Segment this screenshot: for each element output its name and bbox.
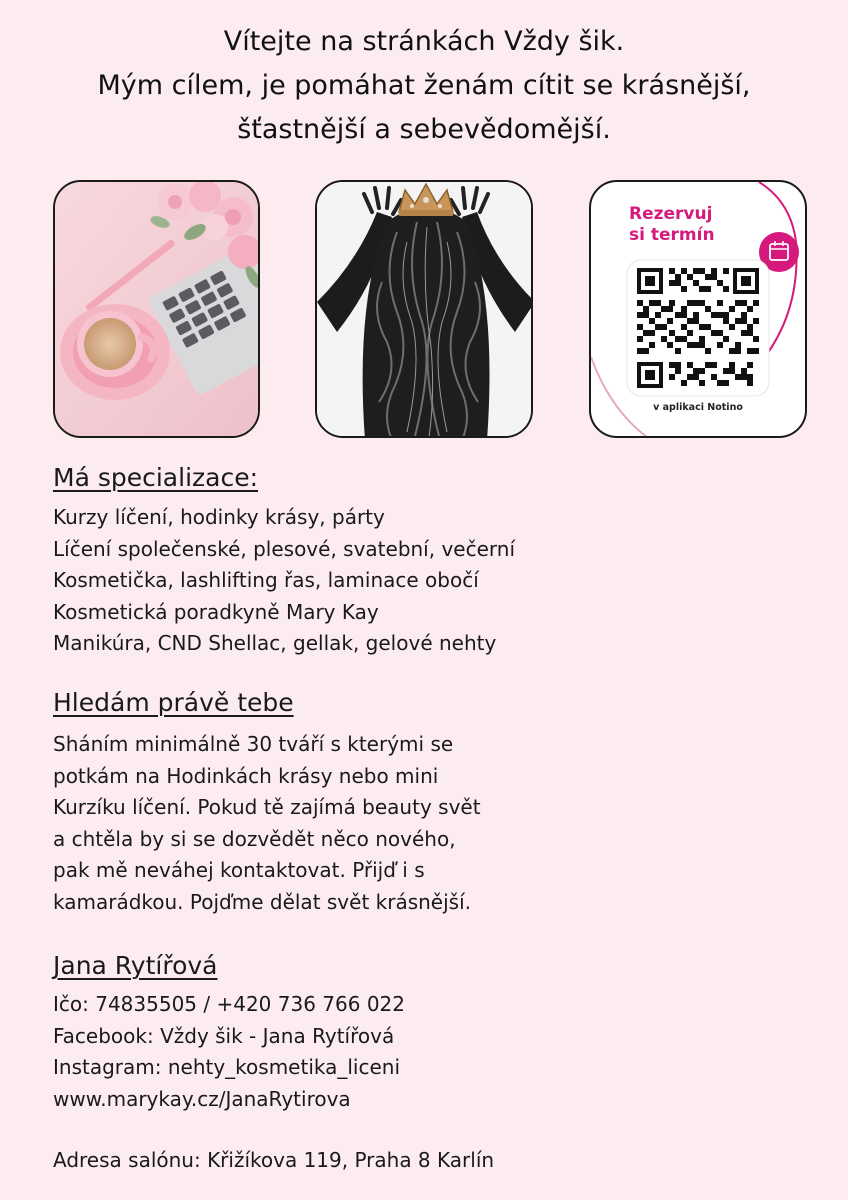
contact-website: www.marykay.cz/JanaRytirova	[53, 1086, 351, 1111]
hair-crown-illustration	[317, 182, 533, 438]
hair-crown-image	[315, 180, 533, 438]
qr-card-note: v aplikaci Notino	[653, 402, 743, 413]
coffee-flowers-illustration	[55, 182, 260, 438]
hledam-paragraph	[53, 729, 481, 918]
qr-card-title: Rezervuj si termín	[629, 204, 715, 245]
paragraph-line: kamarádkou. Pojďme dělat svět krásnější.	[53, 889, 471, 914]
list-item: Líčení společenské, plesové, svatební, večerní	[53, 536, 516, 561]
list-item: Kosmetička, lashlifting řas, laminace obočí	[53, 568, 479, 592]
qr-booking-card[interactable]	[589, 180, 807, 438]
contact-name: Jana Rytířová	[53, 951, 218, 980]
hledam-heading: Hledám právě tebe	[53, 688, 294, 717]
list-item: Kosmetická poradkyně Mary Kay	[53, 599, 379, 624]
paragraph-line: Sháním minimálně 30 tváří s kterými se	[53, 732, 454, 756]
paragraph-line: Kurzíku líčení. Pokud tě zajímá beauty svět	[53, 795, 481, 819]
intro-line-2: Mým cílem, je pomáhat ženám cítit se krásnější,	[97, 70, 751, 101]
contact-ico-phone: Ičo: 74835505 / +420 736 766 022	[53, 992, 406, 1016]
contact-info	[53, 989, 405, 1115]
coffee-flowers-image	[53, 180, 260, 438]
list-item: Kurzy líčení, hodinky krásy, párty	[53, 505, 385, 529]
intro-line-3: šťastnější a sebevědomější.	[237, 114, 611, 145]
specializace-list	[53, 502, 515, 660]
contact-facebook: Facebook: Vždy šik - Jana Rytířová	[53, 1023, 395, 1048]
salon-address: Adresa salónu: Křižíkova 119, Praha 8 Karlín	[53, 1148, 495, 1172]
intro-line-1: Vítejte na stránkách Vždy šik.	[223, 26, 625, 57]
paragraph-line: potkám na Hodinkách krásy nebo mini	[53, 763, 439, 788]
contact-instagram: Instagram: nehty_kosmetika_liceni	[53, 1055, 401, 1079]
specializace-heading: Má specializace:	[53, 463, 259, 492]
paragraph-line: a chtěla by si se dozvědět něco nového,	[53, 826, 456, 851]
intro-text	[0, 20, 848, 152]
list-item: Manikúra, CND Shellac, gellak, gelové nehty	[53, 631, 497, 655]
paragraph-line: pak mě neváhej kontaktovat. Přijď i s	[53, 858, 425, 882]
